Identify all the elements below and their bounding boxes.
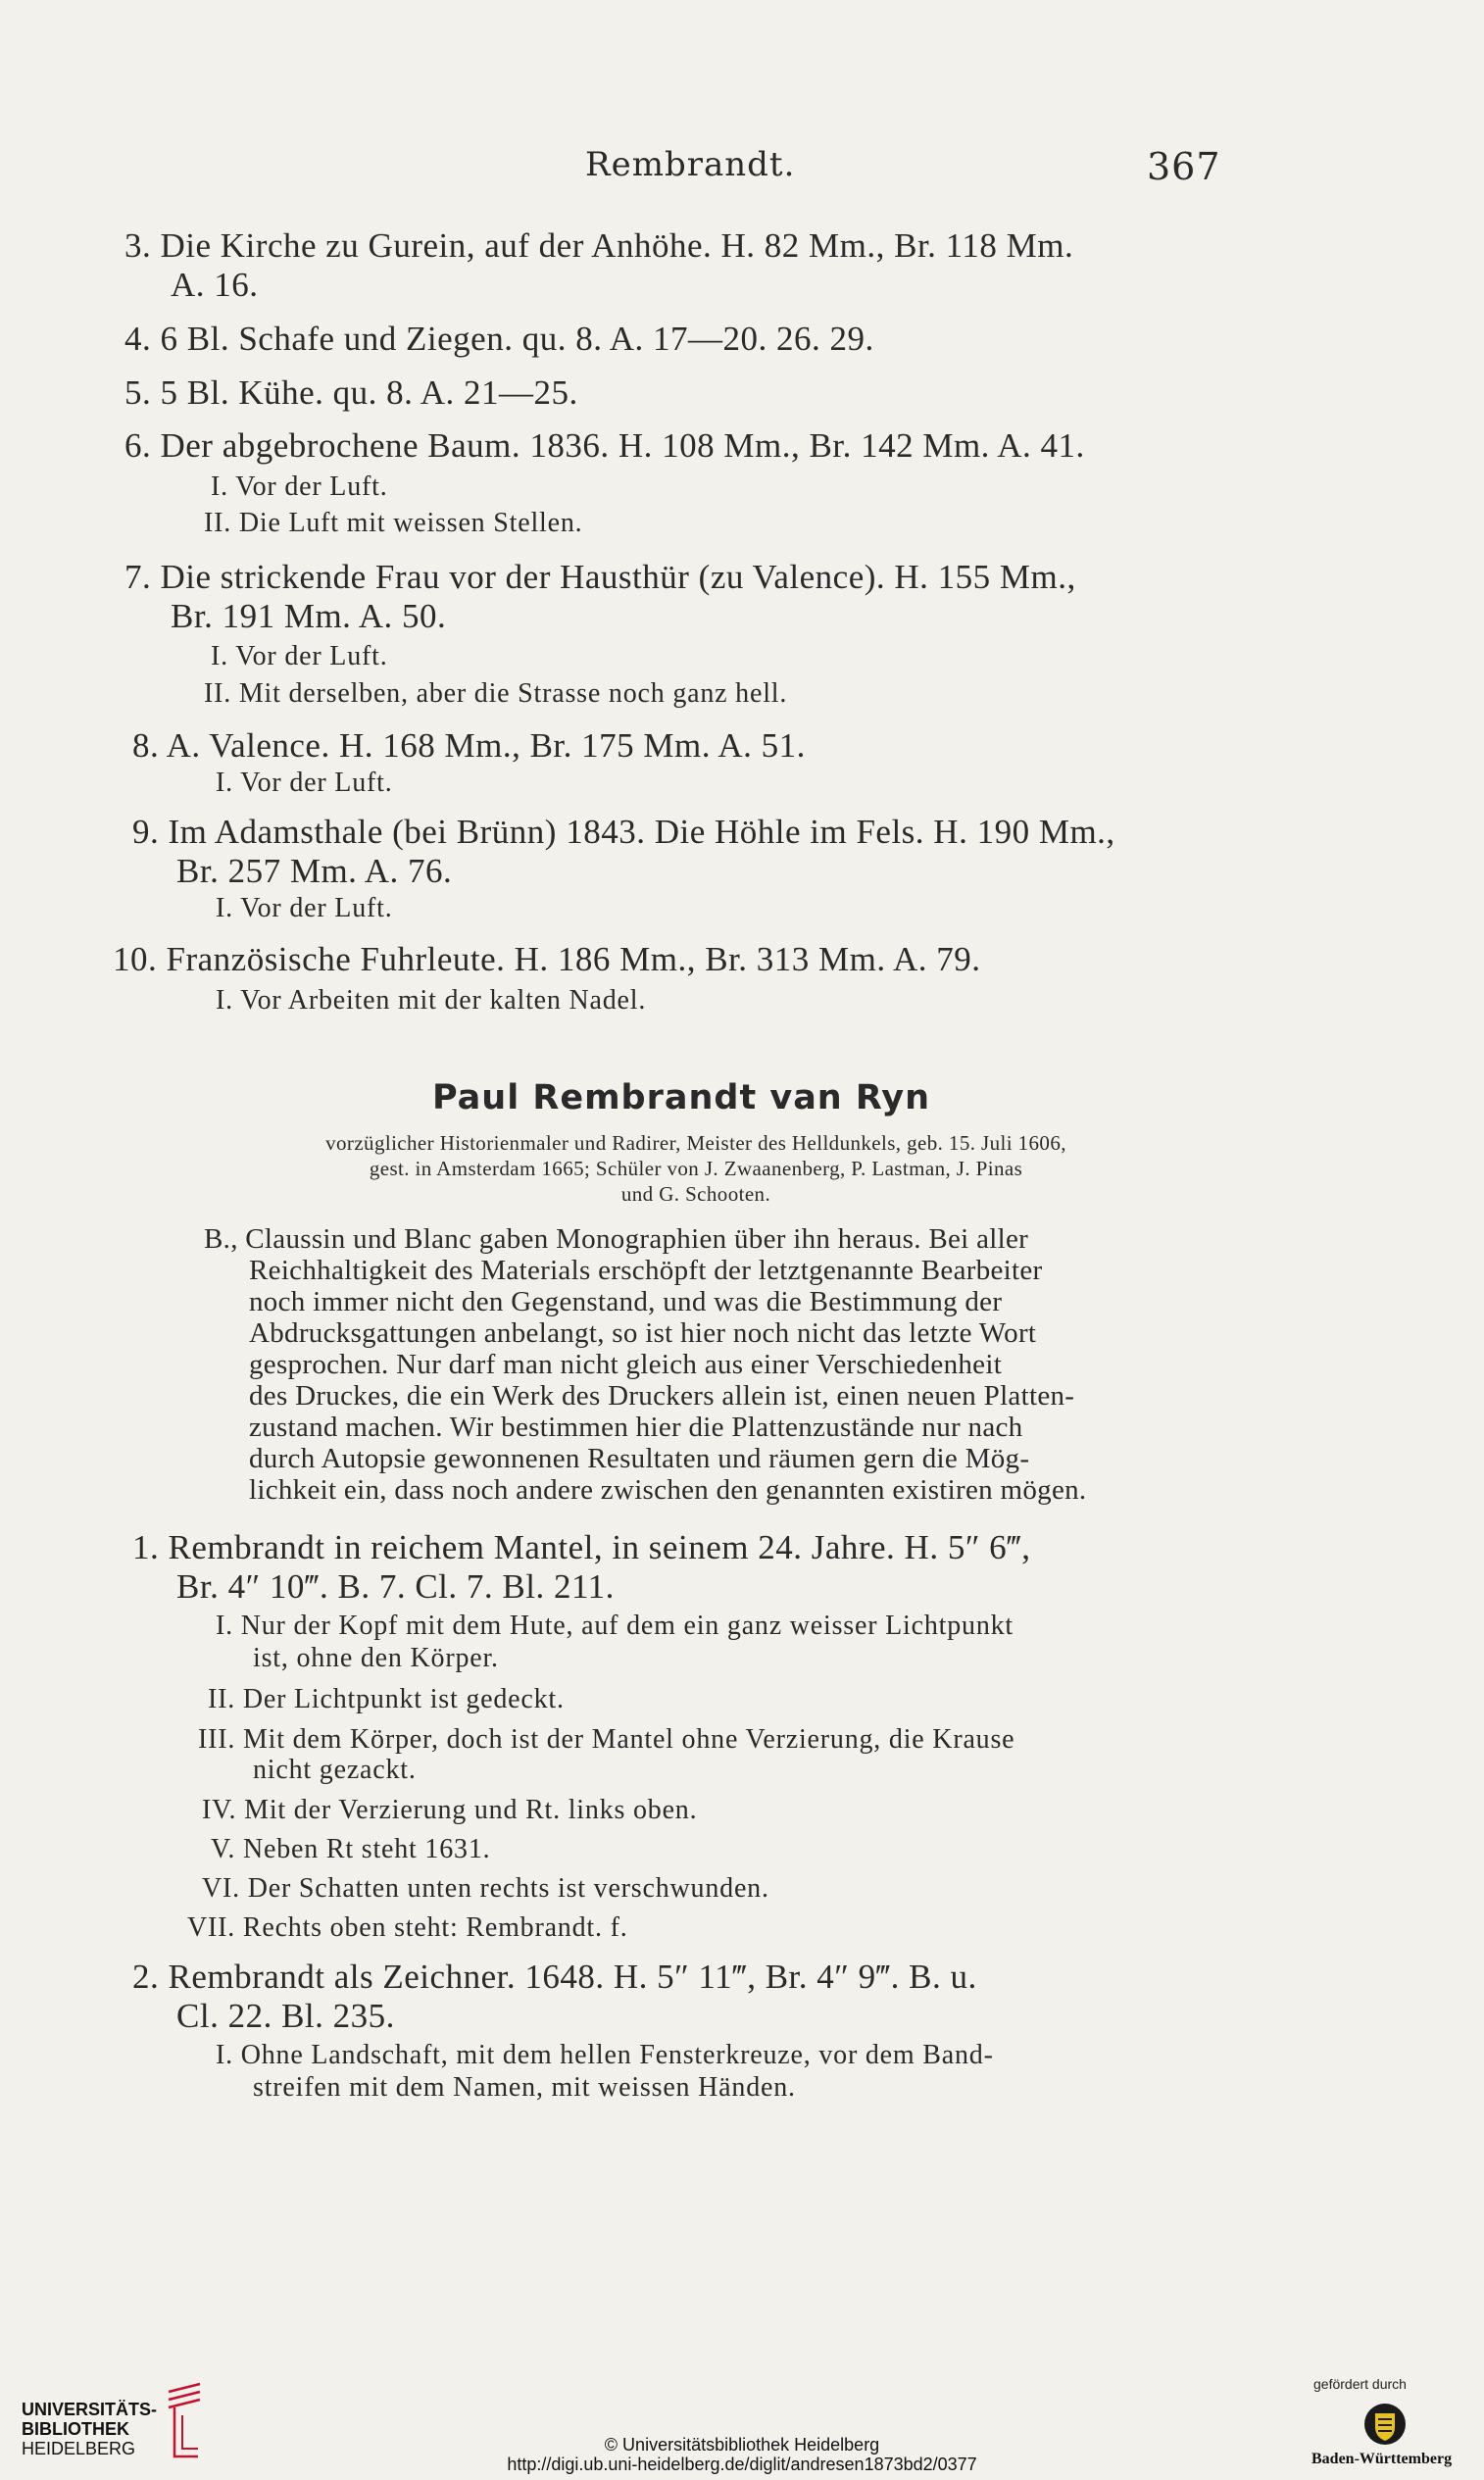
commentary-line-5: gesprochen. Nur darf man nicht gleich aus einer Verschiedenheit (249, 1349, 1003, 1380)
library-line-3: HEIDELBERG (22, 2439, 136, 2458)
commentary-line-8: durch Autopsie gewonnenen Resultaten und räumen gern die Mög- (249, 1443, 1030, 1474)
commentary-line-2: Reichhaltigkeit des Materials erschöpft der letztgenannte Bearbeiter (249, 1255, 1043, 1286)
entry-4-line1: 4. 6 Bl. Schafe und Ziegen. qu. 8. A. 17—20. 26. 29. (124, 320, 874, 358)
entry-b1-state-1-cont: ist, ohne den Körper. (253, 1643, 499, 1673)
entry-5-line1: 5. 5 Bl. Kühe. qu. 8. A. 21—25. (124, 373, 578, 412)
entry-b1-state-5: V. Neben Rt steht 1631. (211, 1834, 491, 1864)
entry-b1-line2: Br. 4″ 10‴. B. 7. Cl. 7. Bl. 211. (176, 1567, 615, 1606)
entry-b1-state-1: I. Nur der Kopf mit dem Hute, auf dem ein ganz weisser Lichtpunkt (216, 1611, 1014, 1641)
bio-line-2: gest. in Amsterdam 1665; Schüler von J. Zwaanenberg, P. Lastman, J. Pinas (369, 1157, 1023, 1180)
entry-b2-line2: Cl. 22. Bl. 235. (176, 1997, 395, 2035)
entry-b1-state-4: IV. Mit der Verzierung und Rt. links oben. (202, 1795, 698, 1825)
entry-3-line2: A. 16. (171, 266, 259, 304)
entry-b1-state-7: VII. Rechts oben steht: Rembrandt. f. (187, 1912, 628, 1943)
entry-3-line1: 3. Die Kirche zu Gurein, auf der Anhöhe. H. 82 Mm., Br. 118 Mm. (124, 226, 1074, 265)
entry-b1-state-2: II. Der Lichtpunkt ist gedeckt. (208, 1684, 565, 1714)
sponsor-name: Baden-Württemberg (1311, 2451, 1453, 2467)
commentary-line-3: noch immer nicht den Gegenstand, und was die Bestimmung der (249, 1286, 1003, 1317)
commentary-line-7: zustand machen. Wir bestimmen hier die Plattenzustände nur nach (249, 1412, 1023, 1443)
entry-7-state-1: I. Vor der Luft. (211, 641, 388, 671)
entry-b2-state-1: I. Ohne Landschaft, mit dem hellen Fensterkreuze, vor dem Band- (216, 2040, 994, 2070)
library-line-2: BIBLIOTHEK (22, 2419, 129, 2439)
entry-9-line2: Br. 257 Mm. A. 76. (176, 852, 453, 890)
copyright-text: © Universitätsbibliothek Heidelberg (604, 2435, 880, 2455)
source-url[interactable]: http://digi.ub.uni-heidelberg.de/diglit/andresen1873bd2/0377 (507, 2455, 977, 2474)
entry-6-state-2: II. Die Luft mit weissen Stellen. (204, 508, 583, 538)
entry-9-line1: 9. Im Adamsthale (bei Brünn) 1843. Die Höhle im Fels. H. 190 Mm., (132, 813, 1115, 851)
entry-b1-state-6: VI. Der Schatten unten rechts ist verschwunden. (202, 1873, 769, 1904)
section-heading: Paul Rembrandt van Ryn (431, 1078, 931, 1117)
bio-line-3: und G. Schooten. (620, 1182, 771, 1206)
entry-10-state-1: I. Vor Arbeiten mit der kalten Nadel. (216, 985, 647, 1016)
commentary-line-6: des Druckes, die ein Werk des Druckers allein ist, einen neuen Platten- (249, 1380, 1075, 1412)
library-line-1: UNIVERSITÄTS- (22, 2400, 158, 2419)
page-number: 367 (1147, 145, 1221, 188)
entry-b1-state-3: III. Mit dem Körper, doch ist der Mantel ohne Verzierung, die Krause (198, 1724, 1015, 1755)
commentary-line-1: B., Claussin und Blanc gaben Monographien über ihn heraus. Bei aller (204, 1223, 1029, 1255)
entry-b2-state-1-cont: streifen mit dem Namen, mit weissen Händen. (253, 2072, 796, 2103)
sponsor-crest-icon (1362, 2402, 1408, 2447)
running-header-title: Rembrandt. (585, 145, 796, 184)
sponsor-label: gefördert durch (1313, 2376, 1407, 2392)
entry-6-state-1: I. Vor der Luft. (211, 471, 388, 502)
entry-9-state-1: I. Vor der Luft. (216, 893, 393, 923)
commentary-line-4: Abdrucksgattungen anbelangt, so ist hier noch nicht das letzte Wort (249, 1317, 1037, 1349)
entry-b1-line1: 1. Rembrandt in reichem Mantel, in seinem 24. Jahre. H. 5″ 6‴, (132, 1528, 1031, 1566)
entry-b2-line1: 2. Rembrandt als Zeichner. 1648. H. 5″ 11‴, Br. 4″ 9‴. B. u. (132, 1958, 977, 1996)
entry-7-line2: Br. 191 Mm. A. 50. (171, 597, 447, 635)
entry-b1-state-3-cont: nicht gezackt. (253, 1755, 417, 1785)
bio-line-1: vorzüglicher Historienmaler und Radirer, Meister des Helldunkels, geb. 15. Juli 1606, (325, 1131, 1066, 1155)
commentary-line-9: lichkeit ein, dass noch andere zwischen den genannten existiren mögen. (249, 1474, 1087, 1506)
entry-7-state-2: II. Mit derselben, aber die Strasse noch ganz hell. (204, 678, 788, 709)
entry-6-line1: 6. Der abgebrochene Baum. 1836. H. 108 Mm., Br. 142 Mm. A. 41. (124, 426, 1085, 465)
entry-8-state-1: I. Vor der Luft. (216, 768, 393, 798)
entry-8-line1: 8. A. Valence. H. 168 Mm., Br. 175 Mm. A. 51. (132, 726, 806, 765)
entry-7-line1: 7. Die strickende Frau vor der Hausthür (zu Valence). H. 155 Mm., (124, 558, 1076, 596)
entry-10-line1: 10. Französische Fuhrleute. H. 186 Mm., Br. 313 Mm. A. 79. (113, 940, 981, 978)
